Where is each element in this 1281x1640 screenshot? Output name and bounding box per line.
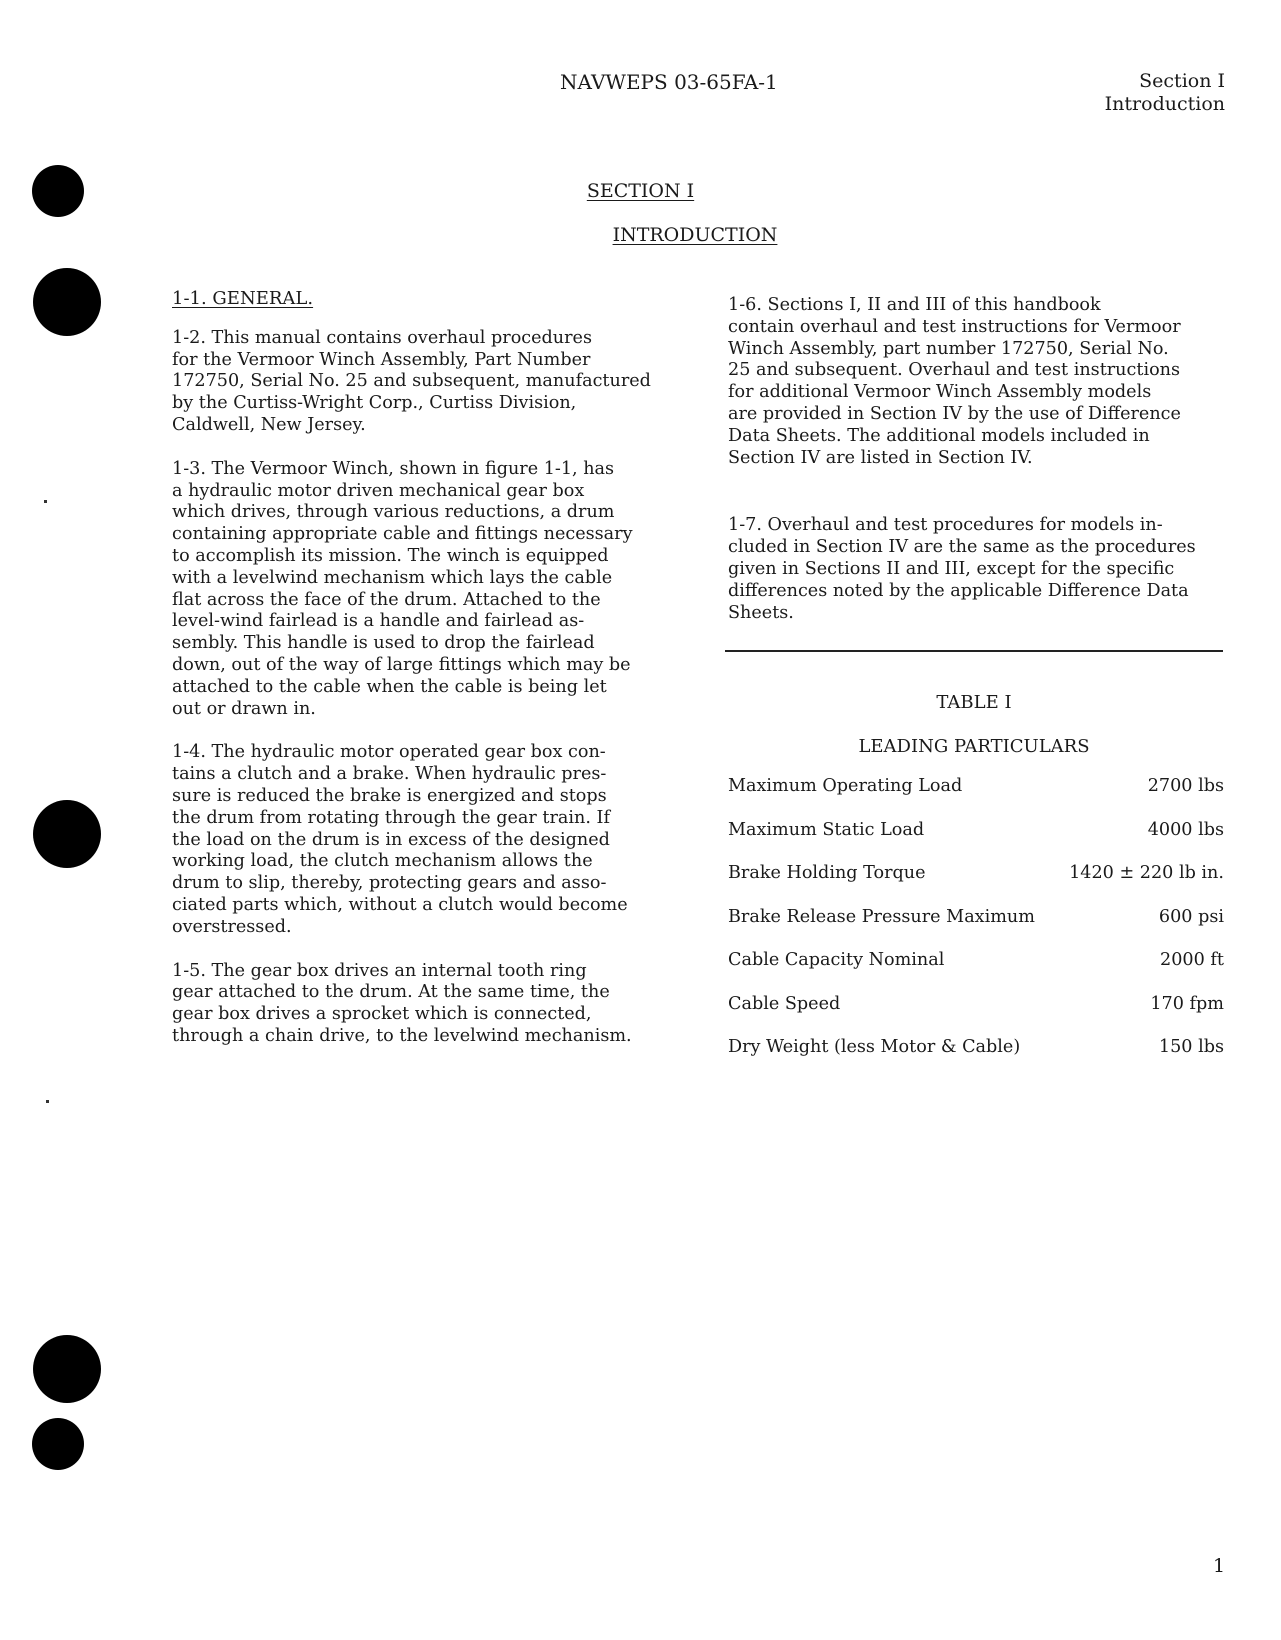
table-row — [728, 1037, 1224, 1081]
row-value: 170 fpm — [1150, 993, 1224, 1014]
row-label: Brake Holding Torque — [728, 863, 926, 883]
binder-hole — [33, 268, 101, 336]
header-section: Section I — [1139, 70, 1225, 92]
table-subtitle: LEADING PARTICULARS — [858, 736, 1090, 757]
row-value: 1420 ± 220 lb in. — [1069, 863, 1224, 883]
section-subtitle-text: INTRODUCTION — [612, 224, 778, 246]
row-value: 4000 lbs — [1147, 819, 1224, 840]
paragraph-1-3: 1-3. The Vermoor Winch, shown in figure 1-1, has a hydraulic motor driven mechanical gear box which drives, through various reductions, a drum containing appropriate cable and fittings necessary to accomplish its mission. The winch is equipped with a levelwind mechanism which lays the cable flat across the face of the drum. Attached to the level-wind fairlead is a handle and fairlead as- sembly. This handle is used to drop the fairlead down, out of the way of large fittings which may be attached to the cable when the cable is being let out or drawn in. — [172, 458, 633, 719]
row-label: Cable Speed — [728, 993, 841, 1014]
scan-speck — [46, 1100, 49, 1103]
right-column — [728, 295, 1238, 646]
table-row — [728, 863, 1224, 907]
page-number: 1 — [1213, 1555, 1226, 1577]
document-number: NAVWEPS 03-65FA-1 — [560, 70, 778, 94]
table-row — [728, 776, 1224, 820]
binder-hole — [33, 800, 101, 868]
running-header — [1105, 70, 1225, 116]
row-label: Dry Weight (less Motor & Cable) — [728, 1037, 1021, 1057]
section-title — [0, 180, 1281, 202]
paragraph-1-6: 1-6. Sections I, II and III of this handbook contain overhaul and test instructions for Vermoor Winch Assembly, part number 172750, Serial No. 25 and subsequent. Overhaul and test instructions for additional Vermoor Winch Assembly models are provided in Section IV by the use of Difference Data Sheets. The additional models included in Section IV are listed in Section IV. — [728, 295, 1181, 468]
row-label: Brake Release Pressure Maximum — [728, 906, 1035, 927]
left-column — [172, 288, 672, 1070]
row-label: Cable Capacity Nominal — [728, 950, 945, 970]
paragraph-1-7: 1-7. Overhaul and test procedures for models in- cluded in Section IV are the same as the procedures given in Sections II and III, except for the specific differences noted by the applicable Difference Data Sheets. — [728, 515, 1196, 623]
table-row — [728, 994, 1224, 1038]
table-title: TABLE I — [936, 692, 1012, 713]
binder-hole — [32, 1418, 84, 1470]
binder-hole — [33, 1335, 101, 1403]
row-label: Maximum Static Load — [728, 819, 925, 840]
row-value: 2700 lbs — [1147, 776, 1224, 796]
general-heading-text: 1-1. GENERAL. — [172, 288, 314, 309]
table-row — [728, 907, 1224, 951]
general-heading — [172, 288, 672, 310]
paragraph-1-4: 1-4. The hydraulic motor operated gear box con- tains a clutch and a brake. When hydraulic pres- sure is reduced the brake is energized and stops the drum from rotating through the gear train. If the load on the drum is in excess of the designed working load, the clutch mechanism allows the drum to slip, thereby, protecting gears and asso- ciated parts which, without a clutch would become overstressed. — [172, 742, 628, 937]
section-subtitle — [0, 224, 1281, 246]
table-row — [728, 820, 1224, 864]
divider-rule — [725, 650, 1223, 652]
row-label: Maximum Operating Load — [728, 776, 963, 796]
scan-speck — [44, 500, 47, 503]
paragraph-1-2: 1-2. This manual contains overhaul procedures for the Vermoor Winch Assembly, Part Number 172750, Serial No. 25 and subsequent, manufactured by the Curtiss-Wright Corp., Curtiss Division, Caldwell, New Jersey. — [172, 327, 651, 435]
section-title-text: SECTION I — [586, 180, 695, 202]
row-value: 150 lbs — [1158, 1037, 1224, 1057]
table-row — [728, 950, 1224, 994]
row-value: 600 psi — [1158, 906, 1224, 927]
paragraph-1-5: 1-5. The gear box drives an internal tooth ring gear attached to the drum. At the same time, the gear box drives a sprocket which is connected, through a chain drive, to the levelwind mechanism. — [172, 960, 632, 1046]
leading-particulars-table — [728, 776, 1224, 1081]
header-section-name: Introduction — [1104, 93, 1225, 115]
row-value: 2000 ft — [1160, 950, 1224, 970]
